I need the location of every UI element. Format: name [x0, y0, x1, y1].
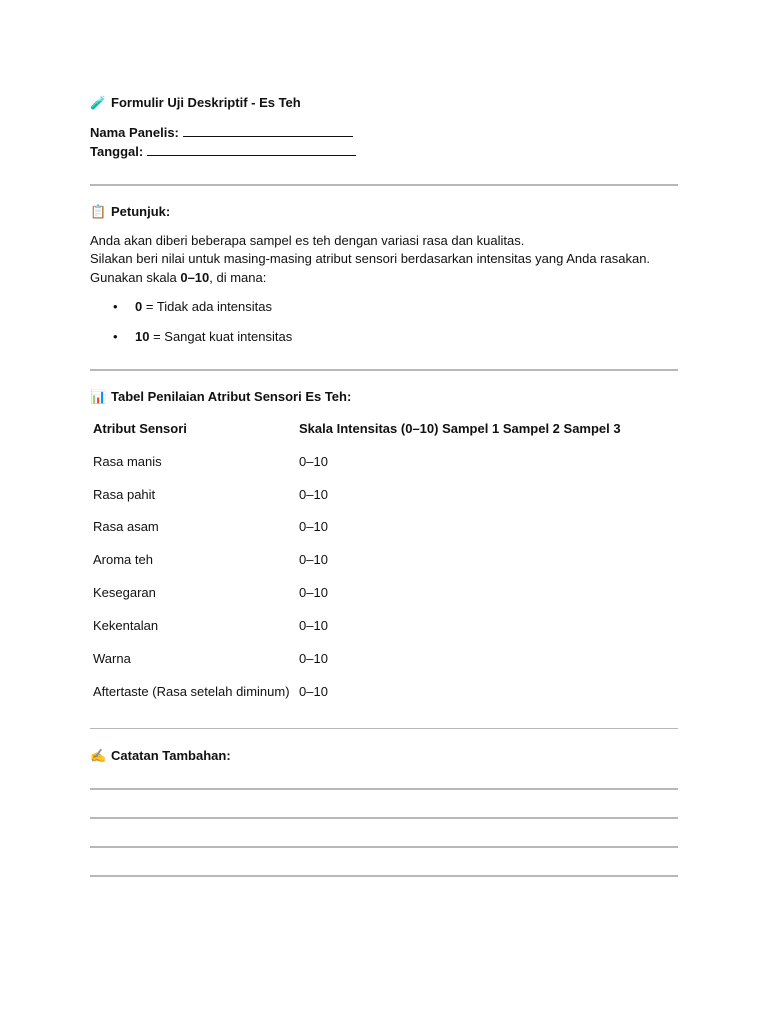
table-row-scale: 0–10 [299, 454, 328, 469]
test-tube-icon: 🧪 [90, 95, 107, 110]
divider [90, 728, 678, 729]
notes-line[interactable] [90, 817, 678, 819]
table-row-scale: 0–10 [299, 519, 328, 534]
writing-hand-icon: ✍️ [90, 748, 107, 763]
table-row-attribute: Aroma teh [93, 552, 153, 567]
table-row-attribute: Kekentalan [93, 618, 159, 633]
table-header-attribute: Atribut Sensori [93, 421, 187, 436]
notes-line[interactable] [90, 788, 678, 790]
form-title: 🧪 Formulir Uji Deskriptif - Es Teh [90, 95, 301, 110]
date-label: Tanggal: [90, 144, 144, 159]
table-row-scale: 0–10 [299, 651, 328, 666]
table-row-scale: 0–10 [299, 487, 328, 502]
table-heading: 📊 Tabel Penilaian Atribut Sensori Es Teh: [90, 389, 352, 404]
notes-line[interactable] [90, 846, 678, 848]
table-row-attribute: Rasa pahit [93, 487, 156, 502]
table-row-scale: 0–10 [299, 585, 328, 600]
panelist-name-label: Nama Panelis: [90, 125, 179, 140]
instructions-heading: 📋 Petunjuk: [90, 204, 171, 219]
bar-chart-icon: 📊 [90, 389, 107, 404]
date-blank[interactable] [147, 144, 356, 156]
instruction-line: Silakan beri nilai untuk masing-masing atribut sensori berdasarkan intensitas yang Anda rasakan. [90, 251, 651, 266]
notes-heading: ✍️ Catatan Tambahan: [90, 748, 231, 763]
table-row-attribute: Aftertaste (Rasa setelah diminum) [93, 684, 290, 699]
notes-line[interactable] [90, 875, 678, 877]
table-row-attribute: Kesegaran [93, 585, 156, 600]
table-row-scale: 0–10 [299, 552, 328, 567]
divider [90, 369, 678, 371]
scale-instruction: Gunakan skala 0–10, di mana: [90, 270, 267, 285]
panelist-name-blank[interactable] [183, 125, 353, 137]
instruction-line: Anda akan diberi beberapa sampel es teh dengan variasi rasa dan kualitas. [90, 233, 525, 248]
date-field[interactable] [90, 144, 356, 159]
table-row-attribute: Warna [93, 651, 131, 666]
table-row-scale: 0–10 [299, 684, 328, 699]
table-row-scale: 0–10 [299, 618, 328, 633]
divider [90, 184, 678, 186]
clipboard-icon: 📋 [90, 204, 107, 219]
table-row-attribute: Rasa asam [93, 519, 159, 534]
table-row-attribute: Rasa manis [93, 454, 162, 469]
panelist-name-field[interactable] [90, 125, 353, 140]
table-header-scale: Skala Intensitas (0–10) Sampel 1 Sampel 2 Sampel 3 [299, 421, 621, 436]
